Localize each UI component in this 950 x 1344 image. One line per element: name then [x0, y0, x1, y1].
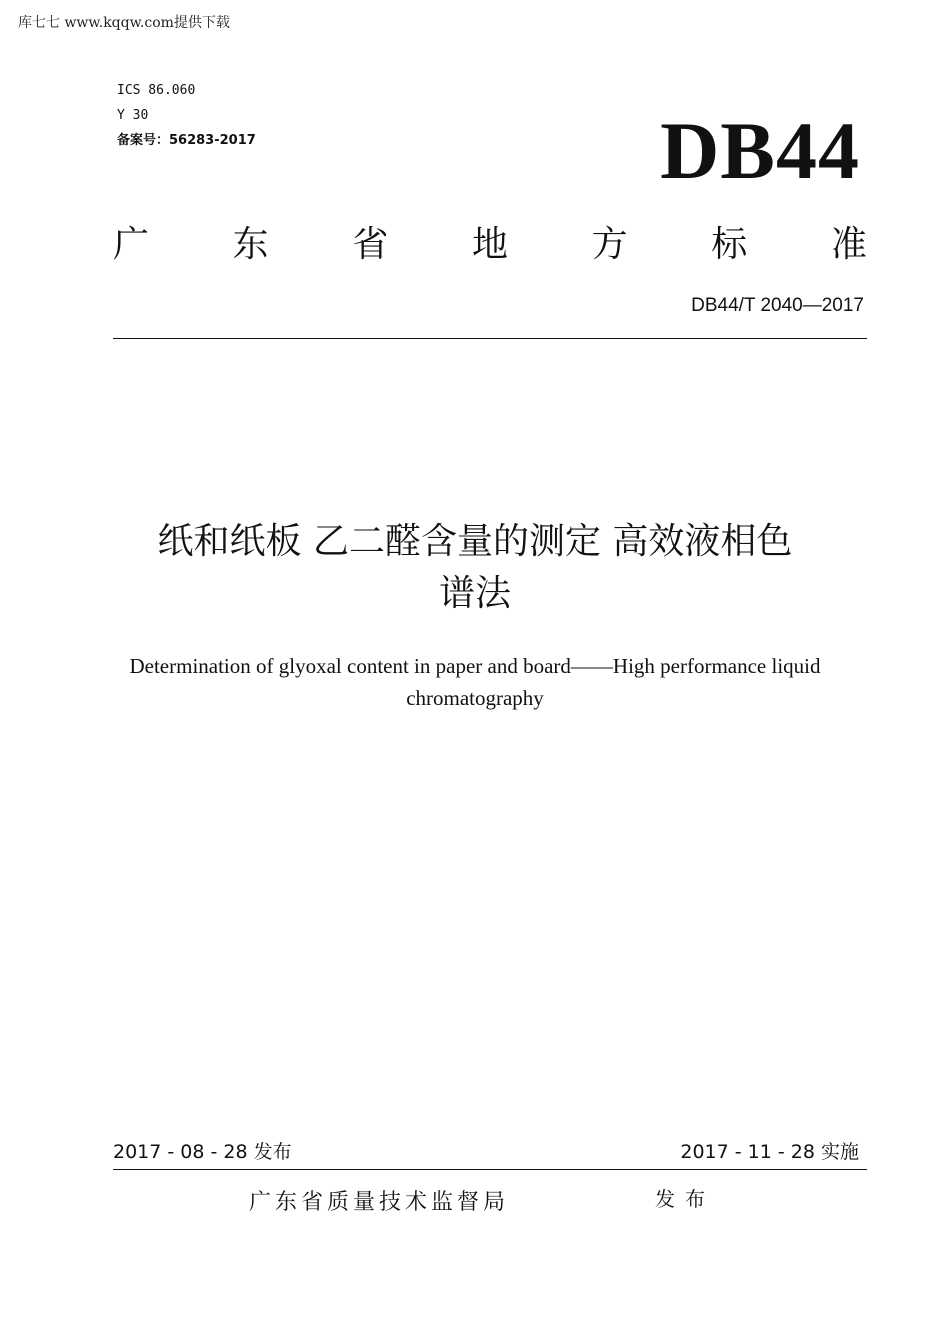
issue-date: 2017 - 08 - 28 发布 [113, 1141, 292, 1163]
standard-level-char: 标 [711, 224, 748, 265]
english-title-line: Determination of glyoxal content in paper and board——High performance liquid [129, 654, 821, 678]
standard-level-heading [113, 220, 867, 270]
watermark-text: 库七七 www.kqqw.com提供下载 [18, 15, 230, 31]
standard-code-logo: DB44 [660, 105, 860, 196]
standard-level-char: 方 [591, 224, 628, 265]
english-title [60, 650, 890, 714]
standard-number: DB44/T 2040—2017 [691, 295, 864, 316]
chinese-title [60, 516, 890, 620]
footer-divider [113, 1169, 867, 1170]
classification-block [117, 78, 256, 153]
standard-level-char: 广 [113, 224, 150, 265]
publish-label: 发布 [655, 1187, 715, 1211]
issuing-authority: 广东省质量技术监督局 [249, 1190, 510, 1215]
header-divider [113, 338, 867, 339]
english-title-line: chromatography [406, 686, 544, 710]
chinese-title-line: 纸和纸板 乙二醛含量的测定 高效液相色 [157, 521, 793, 562]
ccs-code: Y 30 [117, 108, 149, 123]
standard-level-char: 地 [471, 224, 508, 265]
implementation-date: 2017 - 11 - 28 实施 [680, 1141, 859, 1163]
record-number: 备案号：56283-2017 [117, 133, 256, 148]
standard-level-char: 省 [352, 224, 389, 265]
chinese-title-line: 谱法 [438, 573, 511, 614]
ics-code: ICS 86.060 [117, 83, 196, 98]
standard-level-char: 东 [232, 224, 269, 265]
standard-level-char: 准 [830, 224, 867, 265]
